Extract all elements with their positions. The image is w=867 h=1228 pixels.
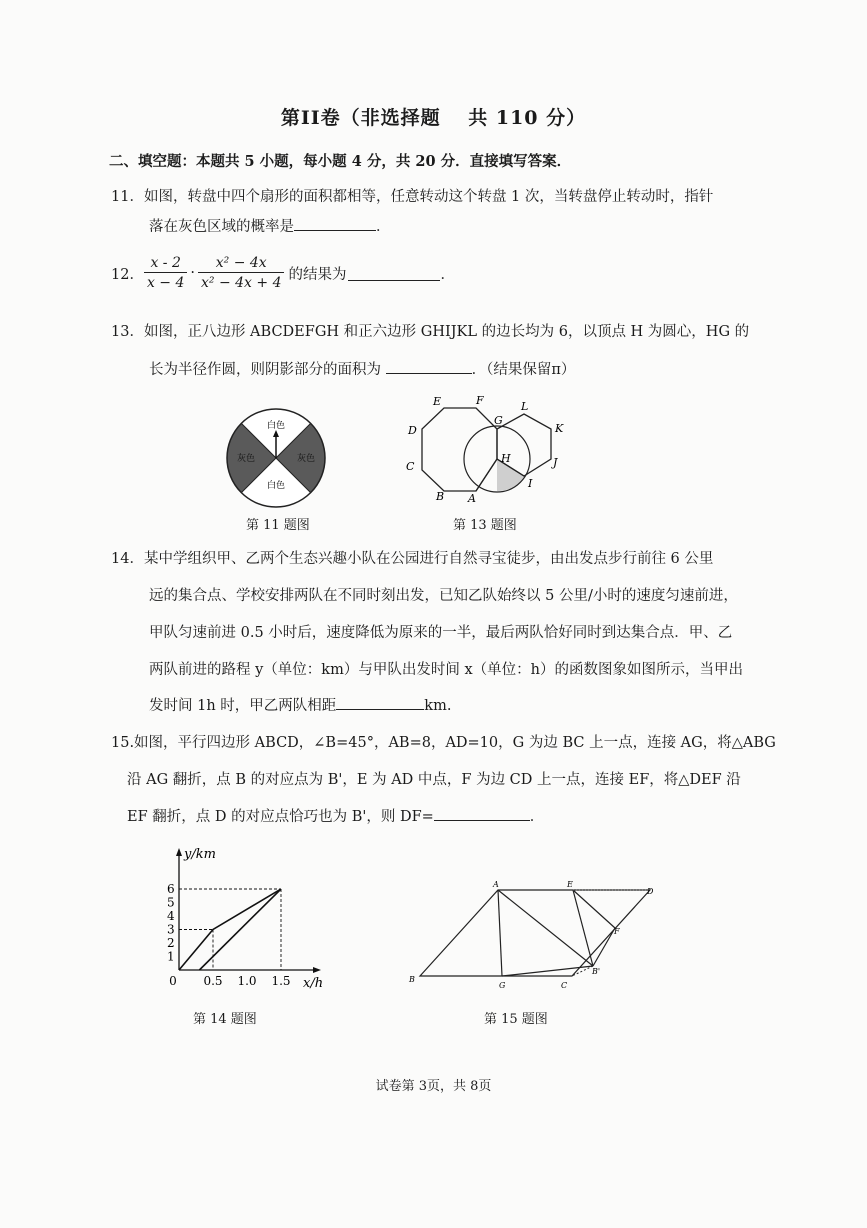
q14-line1: 14．某中学组织甲、乙两个生态兴趣小队在公园进行自然寻宝徒步，由出发点步行前往 6 公里 <box>111 551 714 567</box>
fig15-label-F: F <box>614 927 620 936</box>
q14-line2: 远的集合点、学校安排两队在不同时刻出发，已知乙队始终以 5 公里/小时的速度匀速前进， <box>149 588 738 604</box>
fig14-x-arrow-icon <box>313 967 321 973</box>
section-heading: 二、填空题：本题共 5 小题，每小题 4 分，共 20 分．直接填写答案． <box>109 153 572 170</box>
fig15-segment-EB1 <box>573 890 593 966</box>
q13-text: 长为半径作圆，则阴影部分的面积为 <box>149 362 381 378</box>
fig14-ytick-1: 1 <box>167 949 175 964</box>
fig11-caption: 第 11 题图 <box>246 518 310 533</box>
q14-text: 发时间 1h 时，甲乙两队相距 <box>149 698 337 714</box>
fig14-origin-label: 0 <box>169 974 177 988</box>
fig15-segment-FB1 <box>593 928 615 966</box>
q11-line1: 11．如图，转盘中四个扇形的面积都相等，任意转动这个转盘 1 次，当转盘停止转动时，指针 <box>111 189 714 205</box>
page-title: 第II卷（非选择题 共 110 分） <box>280 107 587 129</box>
q15-text: EF 翻折，点 D 的对应点恰巧也为 B'，则 DF= <box>127 809 434 825</box>
q12-answer-blank[interactable] <box>348 266 440 281</box>
fig13-label-H: H <box>501 452 511 465</box>
q11-answer-blank[interactable] <box>294 216 376 231</box>
q15-end: ． <box>529 809 545 825</box>
q12-f2-denominator: x² − 4x + 4 <box>201 275 282 291</box>
fig13-label-D: D <box>408 424 417 437</box>
q12-line <box>111 255 455 291</box>
fig14-ytick-4: 4 <box>167 909 175 923</box>
fig11-spinner <box>226 408 326 508</box>
fig15-label-B1: B' <box>592 967 601 976</box>
q15-line1: 15.如图，平行四边形 ABCD，∠B=45°，AB=8，AD=10，G 为边 BC 上一点，连接 AG，将△ABG <box>111 735 776 751</box>
fig15-label-E: E <box>567 880 573 889</box>
fig13-figure <box>400 392 575 507</box>
fig15-segment-AG <box>498 890 502 976</box>
q14-line5 <box>149 694 451 715</box>
fig13-label-G: G <box>494 414 503 427</box>
fig14-graph <box>155 840 335 1000</box>
fig15-label-C: C <box>561 981 568 990</box>
fig11-label-left: 灰色 <box>236 454 256 464</box>
fig14-ytick-5: 5 <box>167 895 175 910</box>
fig11-label-right: 灰色 <box>296 454 316 464</box>
fig14-y-arrow-icon <box>176 848 182 856</box>
q12-fraction-1 <box>144 255 187 291</box>
fig13-octagon <box>422 408 497 491</box>
q14-answer-blank[interactable] <box>336 695 424 710</box>
fig13-label-K: K <box>555 422 564 435</box>
q15-answer-blank[interactable] <box>434 806 530 821</box>
fig14-xtick-1.0: 1.0 <box>237 974 257 988</box>
q12-fraction-2 <box>198 255 284 291</box>
fig13-label-A: A <box>468 492 476 505</box>
q13-answer-blank[interactable] <box>386 359 472 374</box>
fig11-label-top: 白色 <box>266 421 286 431</box>
fig13-caption: 第 13 题图 <box>453 518 517 533</box>
fig15-segment-EF <box>573 890 615 928</box>
q12-dot: · <box>190 265 195 281</box>
q13-line2 <box>149 358 575 379</box>
fig14-ytick-3: 3 <box>167 922 175 937</box>
fig15-label-D: D <box>647 887 654 896</box>
fig13-label-E: E <box>433 395 442 408</box>
q14-line3: 甲队匀速前进 0.5 小时后，速度降低为原来的一半，最后两队恰好同时到达集合点．甲、乙 <box>149 625 733 641</box>
fig15-figure <box>405 878 665 993</box>
fig13-label-B: B <box>436 490 445 503</box>
q12-f2-numerator: x² − 4x <box>198 255 284 273</box>
fig13-label-I: I <box>528 477 533 490</box>
fig14-ytick-6: 6 <box>167 882 175 896</box>
fig13-label-J: J <box>553 456 558 469</box>
fig14-ytick-2: 2 <box>167 936 175 950</box>
fig15-label-A: A <box>493 880 499 889</box>
fig15-segment-GB1 <box>502 966 593 976</box>
fig15-caption: 第 15 题图 <box>484 1012 548 1027</box>
fig15-label-B: B <box>409 975 415 984</box>
q13-line1: 13．如图，正八边形 ABCDEFGH 和正六边形 GHIJKL 的边长均为 6，以顶点 H 为圆心，HG 的 <box>111 324 750 340</box>
q12-end: ． <box>440 266 455 283</box>
fig15-label-G: G <box>499 981 506 990</box>
q12-f1-numerator: x - 2 <box>144 255 187 273</box>
q15-line3 <box>127 805 544 826</box>
q14-unit: km. <box>424 698 452 714</box>
fig13-label-C: C <box>406 460 415 473</box>
fig14-xtick-1.5: 1.5 <box>271 974 291 988</box>
q12-tail: 的结果为 <box>288 266 347 283</box>
q11-line2 <box>149 215 391 236</box>
fig14-caption: 第 14 题图 <box>193 1012 257 1027</box>
q15-line2: 沿 AG 翻折，点 B 的对应点为 B'，E 为 AD 中点，F 为边 CD 上一点，连接 EF，将△DEF 沿 <box>127 772 741 788</box>
fig13-label-F: F <box>476 394 484 407</box>
q14-line4: 两队前进的路程 y（单位：km）与甲队出发时间 x（单位：h）的函数图象如图所示，当甲出 <box>149 662 743 678</box>
fig15-segment-AB1 <box>498 890 593 966</box>
q11-text: 落在灰色区域的概率是 <box>149 219 294 235</box>
fig11-label-bottom: 白色 <box>266 481 286 491</box>
fig14-xtick-0.5: 0.5 <box>203 974 223 988</box>
q13-end: ．（结果保留π） <box>471 362 576 378</box>
fig13-radius-1 <box>476 459 497 491</box>
fig13-label-L: L <box>521 400 529 413</box>
fig14-x-label: x/h <box>303 976 324 991</box>
page-footer: 试卷第 3页，共 8页 <box>375 1079 492 1094</box>
q12-f1-denominator: x − 4 <box>146 275 185 291</box>
fig14-y-label: y/km <box>184 847 216 862</box>
q11-end: ． <box>376 219 391 235</box>
q12-number: 12． <box>111 266 144 283</box>
